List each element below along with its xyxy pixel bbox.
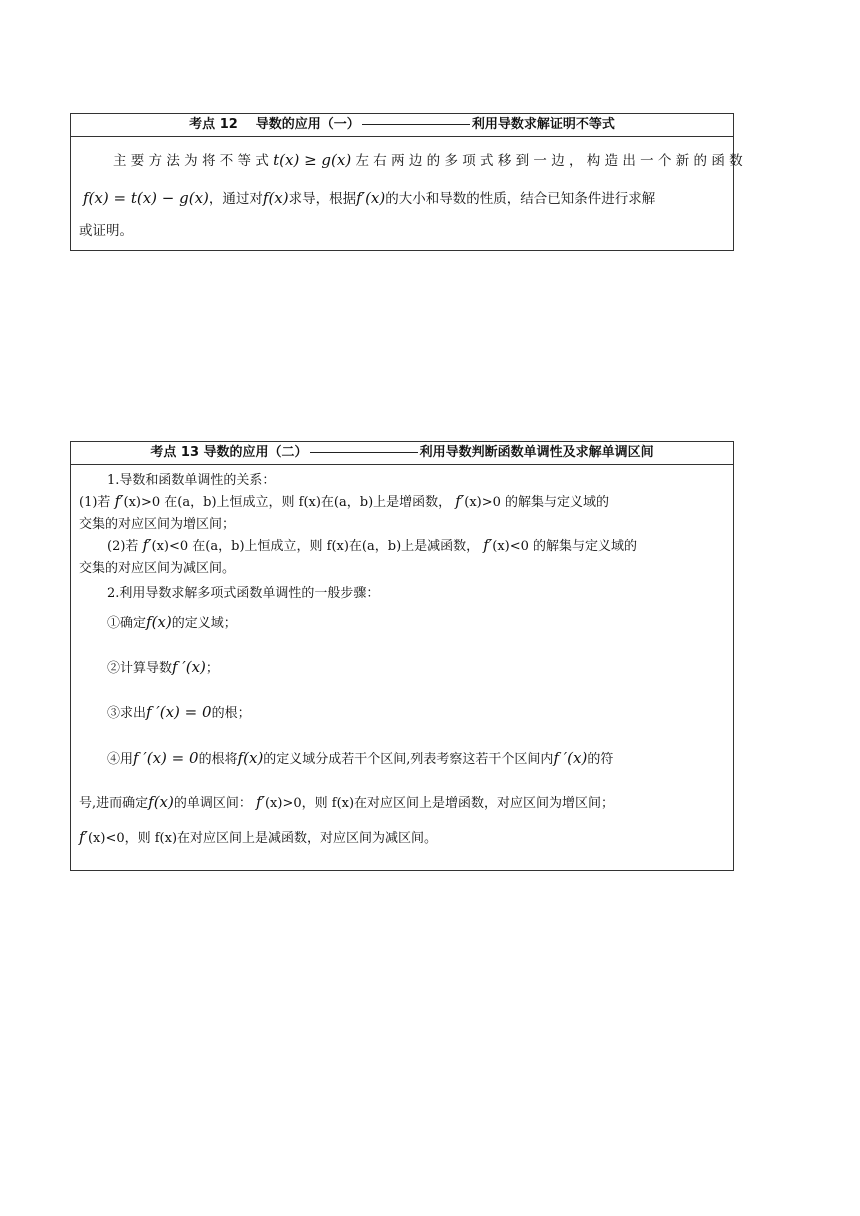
step-4 [107,748,613,767]
inequality-formula: t(x) ≥ g(x) [273,151,352,169]
paragraph-line [79,491,609,510]
kaodian-12-title-suffix: 利用导数求解证明不等式 [471,117,615,132]
section-heading-1: 1.导数和函数单调性的关系： [107,473,276,488]
paragraph-line [79,149,743,169]
step-3 [107,702,251,721]
paragraph-line: 或证明。 [79,223,133,239]
kaodian-12-body [71,149,743,239]
text-run: 求导，根据 [288,191,357,207]
text-run: ③求出 [107,706,147,721]
fx-formula: f(x) [148,793,174,811]
derivative-zero-formula: f ′(x) = 0 [133,749,199,767]
kaodian-13-title: 考点 13 导数的应用（二） [150,445,308,460]
text-run: (x)<0，则 f(x)在对应区间上是减函数，对应区间为减区间。 [87,831,438,846]
text-run: (1)若 [79,495,111,510]
fx-formula: f(x) [146,613,172,631]
derivative-symbol: f′ [455,492,465,510]
text-run: ①确定 [107,616,147,631]
text-run: ④用 [107,752,134,767]
fx-formula: f(x) [262,189,289,207]
derivative-formula: f ′(x) [172,658,206,676]
derivative-formula: f′(x) [356,189,386,207]
text-run: 主 要 方 法 为 将 不 等 式 [113,153,269,169]
derivative-symbol: f′ [79,828,88,846]
title-dash [310,452,418,453]
text-run: ，通过对 [208,191,263,207]
paragraph-line: 交集的对应区间为减区间。 [79,561,236,576]
paragraph-line: 交集的对应区间为增区间； [79,517,236,532]
text-run: (x)>0，则 f(x)在对应区间上是增函数，对应区间为增区间； [264,796,615,811]
step-2 [107,657,219,676]
kaodian-12-box [70,113,743,251]
derivative-zero-formula: f ′(x) = 0 [146,703,212,721]
text-run: 的符 [587,752,614,767]
text-run: 的根； [211,706,251,721]
kaodian-12-title: 导数的应用（一） [255,117,360,132]
function-definition-formula: f(x) = t(x) − g(x) [83,189,209,207]
text-run: (x)<0 在(a，b)上恒成立，则 f(x)在(a，b)上是减函数， [151,539,480,554]
derivative-symbol: f′ [256,793,265,811]
text-run: 的根将 [198,752,238,767]
text-run: (x)>0 的解集与定义域的 [464,495,610,510]
derivative-symbol: f′ [142,536,152,554]
derivative-formula: f ′(x) [553,749,588,767]
text-run: 的大小和导数的性质，结合已知条件进行求解 [385,191,656,207]
text-run: 的定义域分成若干个区间,列表考察这若干个区间内 [263,752,554,767]
text-run: ； [205,661,219,676]
fx-formula: f(x) [237,749,264,767]
text-run: (x)<0 的解集与定义域的 [492,539,638,554]
paragraph-line [79,187,725,207]
kaodian-13-box [70,441,734,871]
paragraph-line [79,792,614,811]
kaodian-12-header [71,114,733,137]
derivative-symbol: f′ [483,536,493,554]
kaodian-13-title-suffix: 利用导数判断函数单调性及求解单调区间 [419,445,654,460]
paragraph-line [79,827,437,846]
paragraph-line [107,535,637,554]
text-run: (x)>0 在(a，b)上恒成立，则 f(x)在(a，b)上是增函数， [123,495,452,510]
text-run: ②计算导数 [107,661,173,676]
section-heading-2: 2.利用导数求解多项式函数单调性的一般步骤： [107,586,380,601]
text-run: (2)若 [107,539,139,554]
text-run: 左 右 两 边 的 多 项 式 移 到 一 边 ， 构 造 出 一 个 新 的 函 数 [355,153,743,169]
kaodian-13-header [71,442,733,465]
text-run: 的定义域； [171,616,237,631]
text-run: 的单调区间： [173,796,252,811]
step-1 [107,612,237,631]
kaodian-12-label: 考点 12 [189,117,238,132]
text-run: 号,进而确定 [79,796,149,811]
derivative-symbol: f′ [114,492,124,510]
title-dash [362,124,470,125]
